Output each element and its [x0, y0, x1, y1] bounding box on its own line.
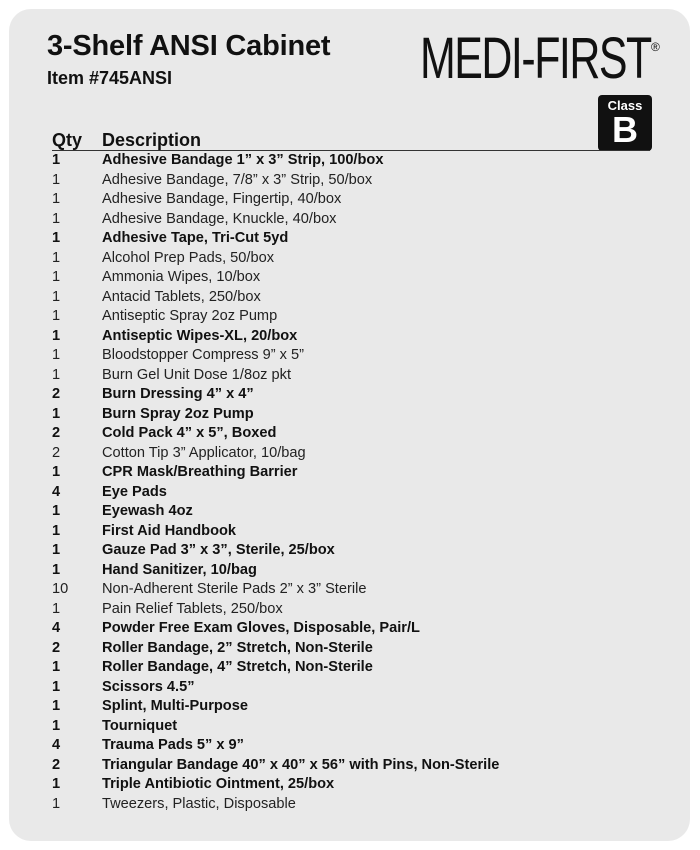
qty-column-header: Qty	[52, 130, 83, 150]
row-description: CPR Mask/Breathing Barrier	[102, 464, 298, 480]
row-description: Antiseptic Wipes-XL, 20/box	[102, 327, 298, 344]
table-row	[52, 678, 652, 698]
table-row	[52, 756, 652, 776]
table-row	[52, 561, 652, 581]
row-qty: 1	[52, 288, 61, 305]
row-qty: 1	[52, 522, 61, 539]
row-qty: 1	[52, 659, 61, 675]
table-row	[52, 483, 652, 503]
table-row	[52, 346, 652, 366]
item-number: Item #745ANSI	[47, 68, 173, 88]
table-row	[52, 619, 652, 639]
row-qty: 2	[52, 425, 61, 441]
row-qty: 1	[52, 191, 61, 207]
class-badge	[598, 95, 652, 151]
class-badge-letter: B	[612, 109, 638, 150]
row-description: Non-Adherent Sterile Pads 2” x 3” Sterile	[102, 581, 367, 597]
table-row	[52, 249, 652, 269]
row-qty: 1	[52, 308, 61, 324]
row-qty: 1	[52, 717, 61, 734]
description-column-header: Description	[102, 130, 202, 150]
row-description: Triangular Bandage 40” x 40” x 56” with Pins, Non-Sterile	[102, 756, 500, 773]
table-row	[52, 327, 652, 347]
row-description: Hand Sanitizer, 10/bag	[102, 561, 257, 578]
table-row	[52, 600, 652, 620]
row-description: Adhesive Bandage, 7/8” x 3” Strip, 50/box	[102, 171, 373, 188]
row-description: Eyewash 4oz	[102, 503, 193, 519]
table-row	[52, 580, 652, 600]
table-row	[52, 658, 652, 678]
row-qty: 4	[52, 483, 61, 500]
row-description: Burn Spray 2oz Pump	[102, 405, 254, 422]
table-row	[52, 775, 652, 795]
row-description: Burn Dressing 4” x 4”	[102, 386, 254, 402]
row-qty: 1	[52, 152, 61, 168]
table-row	[52, 190, 652, 210]
row-qty: 4	[52, 737, 61, 753]
row-description: Roller Bandage, 4” Stretch, Non-Sterile	[102, 659, 373, 675]
row-description: Bloodstopper Compress 9” x 5”	[102, 347, 304, 363]
table-row	[52, 385, 652, 405]
row-description: Cold Pack 4” x 5”, Boxed	[102, 425, 277, 441]
row-description: Triple Antibiotic Ointment, 25/box	[102, 776, 335, 792]
table-row	[52, 795, 652, 815]
row-qty: 1	[52, 249, 61, 266]
table-row	[52, 541, 652, 561]
row-qty: 1	[52, 210, 61, 227]
row-qty: 1	[52, 698, 61, 714]
row-description: Scissors 4.5”	[102, 678, 195, 695]
row-description: Cotton Tip 3” Applicator, 10/bag	[102, 444, 306, 461]
table-row	[52, 736, 652, 756]
row-qty: 2	[52, 639, 61, 656]
row-description: Burn Gel Unit Dose 1/8oz pkt	[102, 366, 291, 383]
brand-logo: MEDI-FIRST	[420, 26, 651, 91]
row-qty: 10	[52, 581, 69, 597]
row-qty: 1	[52, 327, 61, 344]
row-qty: 1	[52, 347, 61, 363]
row-description: Tourniquet	[102, 717, 178, 734]
table-row	[52, 424, 652, 444]
table-row	[52, 522, 652, 542]
table-row	[52, 307, 652, 327]
row-description: Eye Pads	[102, 483, 167, 500]
table-row	[52, 288, 652, 308]
row-qty: 2	[52, 386, 61, 402]
table-row	[52, 697, 652, 717]
table-row	[52, 268, 652, 288]
row-description: First Aid Handbook	[102, 522, 237, 539]
row-qty: 2	[52, 444, 61, 461]
row-description: Alcohol Prep Pads, 50/box	[102, 249, 274, 266]
row-qty: 1	[52, 464, 61, 480]
row-qty: 1	[52, 678, 61, 695]
row-description: Adhesive Bandage, Fingertip, 40/box	[102, 191, 342, 207]
row-qty: 1	[52, 503, 61, 519]
table-row	[52, 151, 652, 171]
class-badge-label: Class	[607, 98, 643, 113]
row-description: Antacid Tablets, 250/box	[102, 288, 261, 305]
row-description: Pain Relief Tablets, 250/box	[102, 600, 283, 617]
table-row	[52, 444, 652, 464]
row-qty: 1	[52, 171, 61, 188]
row-qty: 1	[52, 542, 61, 558]
row-qty: 1	[52, 795, 61, 812]
row-description: Adhesive Tape, Tri-Cut 5yd	[102, 230, 289, 246]
table-row	[52, 229, 652, 249]
row-qty: 2	[52, 756, 61, 773]
table-row	[52, 717, 652, 737]
contents-list	[52, 151, 652, 814]
row-description: Powder Free Exam Gloves, Disposable, Pair/L	[102, 620, 420, 636]
table-row	[52, 210, 652, 230]
row-qty: 1	[52, 269, 61, 285]
row-description: Gauze Pad 3” x 3”, Sterile, 25/box	[102, 542, 335, 558]
table-row	[52, 463, 652, 483]
product-title: 3-Shelf ANSI Cabinet	[47, 30, 331, 62]
row-qty: 1	[52, 600, 61, 617]
row-description: Tweezers, Plastic, Disposable	[102, 795, 296, 812]
row-qty: 1	[52, 405, 61, 422]
registered-mark: ®	[651, 40, 660, 54]
row-description: Trauma Pads 5” x 9”	[102, 737, 244, 753]
row-description: Antiseptic Spray 2oz Pump	[102, 308, 278, 324]
table-row	[52, 639, 652, 659]
table-row	[52, 405, 652, 425]
row-qty: 1	[52, 561, 61, 578]
row-description: Roller Bandage, 2” Stretch, Non-Sterile	[102, 639, 373, 656]
row-description: Splint, Multi-Purpose	[102, 698, 248, 714]
table-row	[52, 366, 652, 386]
row-qty: 1	[52, 366, 61, 383]
row-description: Adhesive Bandage, Knuckle, 40/box	[102, 210, 337, 227]
row-qty: 1	[52, 776, 61, 792]
table-row	[52, 171, 652, 191]
table-row	[52, 502, 652, 522]
row-qty: 1	[52, 230, 61, 246]
row-description: Adhesive Bandage 1” x 3” Strip, 100/box	[102, 152, 384, 168]
row-qty: 4	[52, 620, 61, 636]
row-description: Ammonia Wipes, 10/box	[102, 269, 261, 285]
